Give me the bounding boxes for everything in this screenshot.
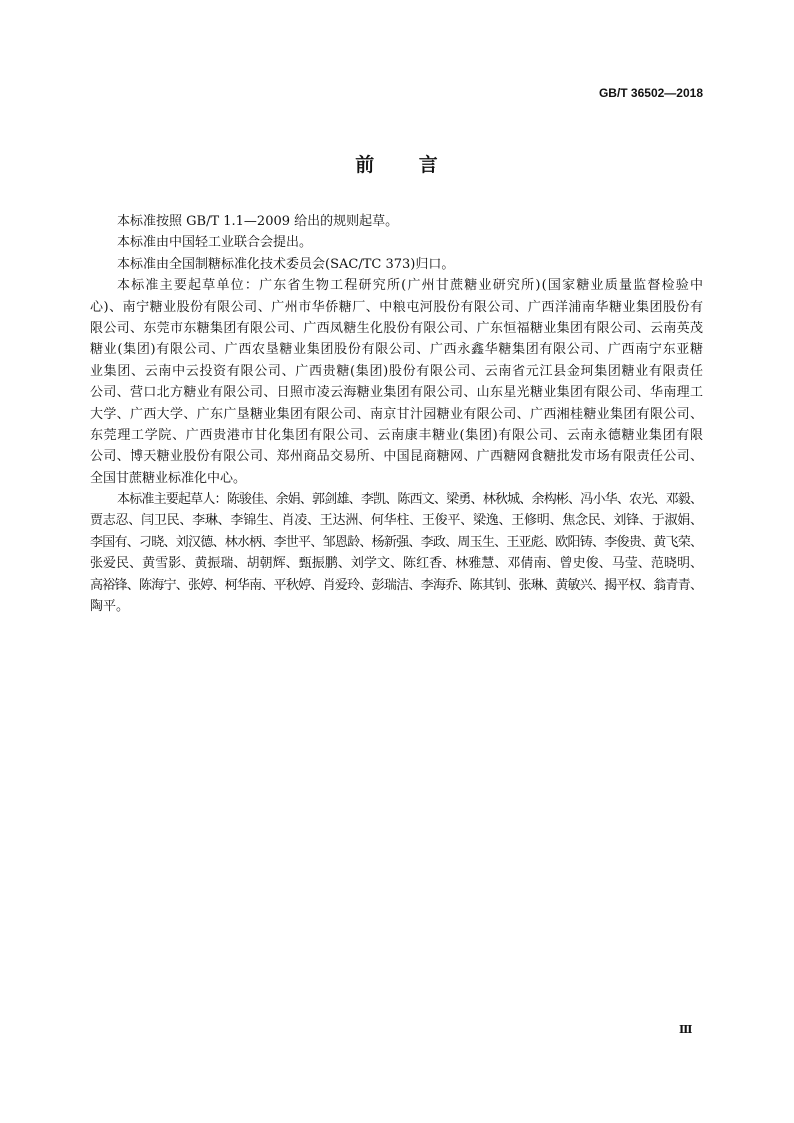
paragraph-drafting-rules — [90, 211, 703, 232]
text-line: 本标准主要起草单位：广东省生物工程研究所(广州甘蔗糖业研究所)(国家糖业质量监督检验中 — [117, 278, 705, 294]
text-line: 东莞理工学院、广西贵港市甘化集团有限公司、云南康丰糖业(集团)有限公司、云南永德糖业集团有限 — [90, 427, 704, 443]
foreword-title: 前 言 — [355, 154, 438, 176]
text-line: 贾志忍、闫卫民、李琳、李锦生、肖凌、王达洲、何华柱、王俊平、梁逸、王修明、焦念民、刘锋、于淑娟、 — [90, 513, 703, 529]
text-line: 限公司、东莞市东糖集团有限公司、广西凤糖生化股份有限公司、广东恒福糖业集团有限公司、云南英茂 — [90, 320, 704, 336]
page-number: Ⅲ — [679, 1023, 693, 1036]
standard-code: GB/T 36502—2018 — [598, 86, 703, 100]
text-line: 李国有、刁晓、刘汉德、林水柄、李世平、邹恩龄、杨新强、李政、周玉生、王亚彪、欧阳铸、李俊贵、黄飞荣、 — [90, 534, 703, 550]
text-line: 张爱民、黄雪影、黄振瑞、胡朝辉、甄振鹏、刘学文、陈红香、林雅慧、邓倩南、曾史俊、马莹、范晓明、 — [90, 556, 704, 572]
text-line: 糖业(集团)有限公司、广西农垦糖业集团股份有限公司、广西永鑫华糖集团有限公司、广西南宁东亚糖 — [90, 342, 704, 358]
text-line: 公司、博天糖业股份有限公司、郑州商品交易所、中国昆商糖网、广西糖网食糖批发市场有限责任公司、 — [90, 449, 704, 465]
text-line: 业集团、云南中云投资有限公司、广西贵糖(集团)股份有限公司、云南省元江县金珂集团糖业有限责任 — [90, 363, 704, 379]
text-line: 全国甘蔗糖业标准化中心。 — [90, 470, 247, 486]
paragraph-proposer — [90, 232, 703, 253]
foreword-body — [90, 211, 703, 617]
text-line: 本标准由全国制糖标准化技术委员会(SAC/TC 373)归口。 — [117, 256, 455, 272]
text-line: 公司、营口北方糖业有限公司、日照市凌云海糖业集团有限公司、山东星光糖业集团有限公司、华南理工 — [90, 385, 704, 401]
paragraph-drafting-organizations — [90, 275, 703, 489]
text-line: 心)、南宁糖业股份有限公司、广州市华侨糖厂、中粮屯河股份有限公司、广西洋浦南华糖业集团股份有 — [90, 299, 704, 315]
text-line: 大学、广西大学、广东广垦糖业集团有限公司、南京甘汁园糖业有限公司、广西湘桂糖业集团有限公司、 — [90, 406, 704, 422]
text-line: 高裕锋、陈海宁、张婷、柯华南、平秋婷、肖爱玲、彭瑞洁、李海乔、陈其钊、张琳、黄敏兴、揭平权、翁青青、 — [90, 577, 703, 593]
paragraph-drafters — [90, 489, 703, 617]
text-line: 本标准按照 GB/T 1.1—2009 给出的规则起草。 — [117, 214, 399, 229]
paragraph-technical-committee — [90, 254, 703, 275]
text-line: 陶平。 — [90, 599, 130, 615]
text-line: 本标准由中国轻工业联合会提出。 — [117, 235, 313, 251]
text-line: 本标准主要起草人：陈骏佳、余娟、郭剑雄、李凯、陈西文、梁勇、林秋城、余构彬、冯小华、农光、邓毅、 — [117, 492, 703, 508]
